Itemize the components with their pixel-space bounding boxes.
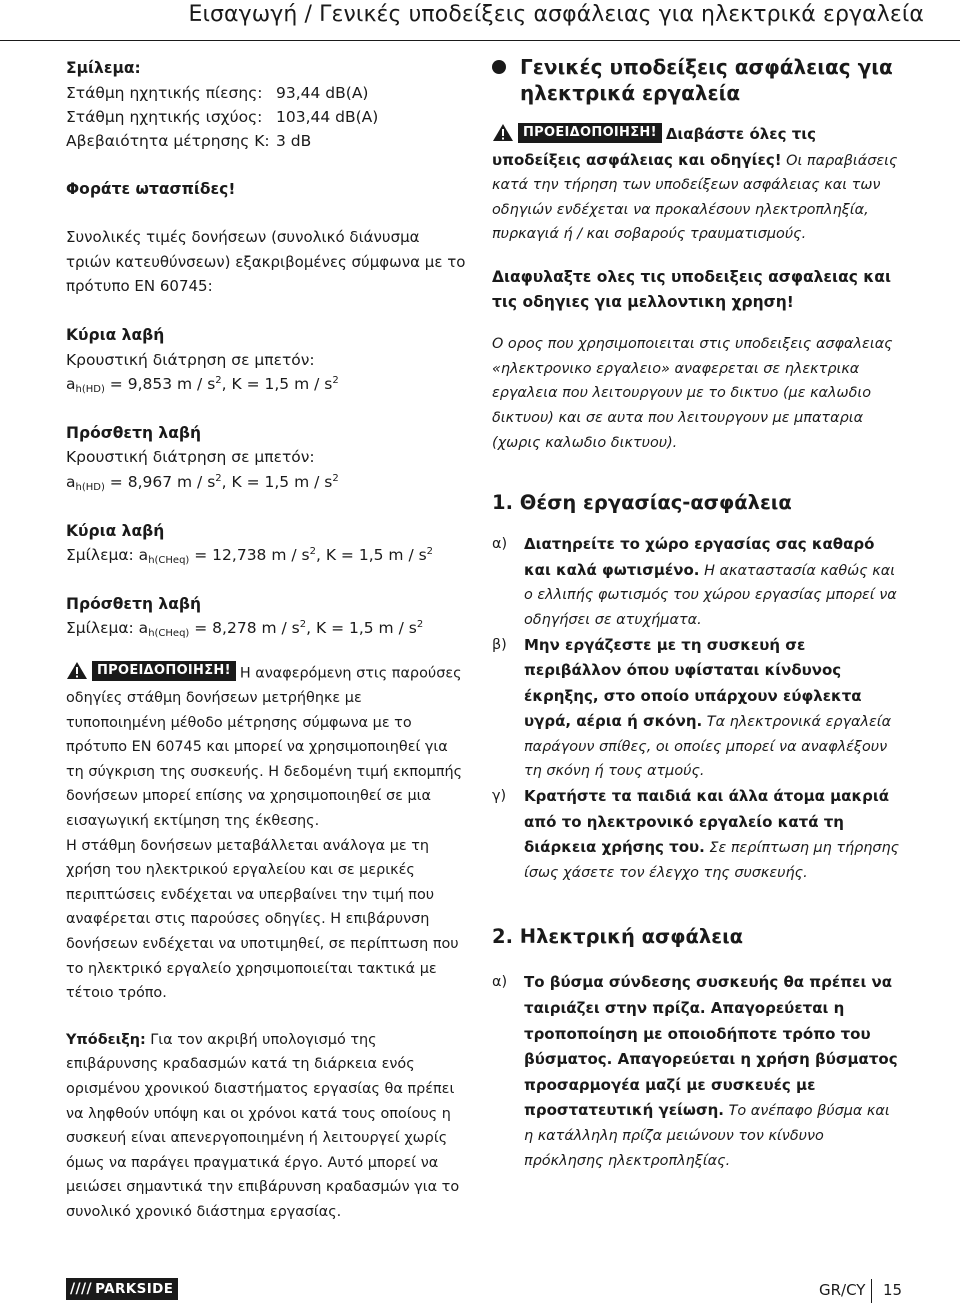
list-item: [492, 633, 902, 785]
warning-badge: [66, 661, 236, 681]
spec-label: Αβεβαιότητα μέτρησης K:: [66, 131, 270, 150]
warning-triangle-icon: [66, 661, 88, 680]
noise-specs: [66, 81, 466, 153]
note-paragraph: [66, 1028, 466, 1225]
warning-triangle-icon: [492, 123, 514, 142]
keep-instructions-notice: Διαφυλαξτε ολες τις υποδειξεις ασφαλειας και τις οδηγιες για μελλοντικη χρηση!: [492, 267, 891, 311]
header-divider: [0, 40, 960, 41]
warning-label: ΠΡΟΕΙΔΟΠΟΙΗΣΗ!: [92, 661, 236, 681]
region-code: GR/CY: [819, 1281, 866, 1299]
warning-label: ΠΡΟΕΙΔΟΠΟΙΗΣΗ!: [518, 123, 662, 143]
general-warning: [492, 122, 902, 247]
parkside-logo: [66, 1278, 178, 1300]
list-item: [492, 784, 902, 885]
spec-label: Στάθμη ηχητικής ισχύος:: [66, 107, 263, 126]
warning-bold-text: Διαβάστε όλες τις υποδείξεις ασφάλειας και οδηγίες!: [492, 125, 817, 169]
section-1-title: 1. Θέση εργασίας-ασφάλεια: [492, 491, 792, 515]
spec-value: 93,44 dB(A): [276, 83, 369, 102]
item-label: β): [492, 636, 507, 653]
warning-badge: [492, 123, 662, 143]
list-item: [492, 970, 902, 1173]
section-2-list: [492, 970, 902, 1173]
warning-text: Η αναφερόμενη στις παρούσες οδηγίες στάθμη δονήσεων μετρήθηκε με τυποποιημένη μέθοδο μέτρησης σύμφωνα με το πρότυπο EN 60745 και μπορεί να χρησιμοποιηθεί για τη σύγκριση της συσκευής. Η δεδομένη τιμή εκπομπής δονήσεων μπορεί επίσης να χρησιμοποιηθεί σε μια εισαγωγική εκτίμηση της έκθεσης.: [66, 665, 463, 829]
item-label: γ): [492, 788, 507, 805]
chisel-heading: Σμίλεμα:: [66, 59, 141, 77]
ear-protection-notice: Φοράτε ωτασπίδες!: [66, 179, 236, 198]
term-definition: Ο ορος που χρησιμοποιειται στις υποδειξεις ασφαλειας «ηλεκτρονικο εργαλειο» αναφερεται σε ηλεκτρικα εργαλεια που λειτουργουν με το δικτυο (με καλωδιο δικτυου) και σε αυτα που λειτουργουν με μπαταρια (χωρις καλωδιο δικτυου).: [492, 336, 893, 451]
section-1-list: [492, 532, 902, 885]
vibration-value-aux-chisel: Σμίλεμα: $a_{h(CHeq)} = 8,278$ m / $s^2$, K = 1,5 m / $s^2$: [66, 619, 424, 640]
item-text: Τα ηλεκτρονικά εργαλεία παράγουν σπίθες, οι οποίες μπορεί να αναφλέξουν τη σκόνη ή τους ατμούς.: [524, 714, 892, 780]
logo-slashes: ////: [70, 1281, 93, 1297]
left-column: [66, 56, 466, 1224]
item-bold: Κρατήστε τα παιδιά και άλλα άτομα μακριά από το ηλεκτρονικό εργαλείο κατά τη διάρκεια χρήσης του.: [524, 787, 890, 857]
bullet-icon: [492, 60, 506, 74]
item-label: α): [492, 536, 508, 553]
aux-handle-heading: Πρόσθετη λαβή: [66, 594, 201, 613]
item-text: Το ανέπαφο βύσμα και η κατάλληλη πρίζα μειώνουν τον κίνδυνο πρόκλησης ηλεκτροπληξίας.: [524, 1103, 890, 1169]
aux-handle-heading: Πρόσθετη λαβή: [66, 423, 201, 442]
page-number: 15: [883, 1281, 903, 1299]
drill-concrete-label: Κρουστική διάτρηση σε μπετόν:: [66, 350, 315, 369]
main-handle-heading: Κύρια λαβή: [66, 325, 165, 344]
spec-value: 3 dB: [276, 131, 312, 150]
spec-value: 103,44 dB(A): [276, 107, 379, 126]
item-label: α): [492, 974, 508, 991]
item-bold: Μην εργάζεστε με τη συσκευή σε περιβάλλον όπου υφίσταται κίνδυνος έκρηξης, στο οποίο υπάρχουν εύφλεκτα υγρά, αέρια ή σκόνη.: [524, 635, 862, 731]
vibration-intro: Συνολικές τιμές δονήσεων (συνολικό διάνυσμα τριών κατευθύνσεων) εξακριβομένες σύμφωνα με το πρότυπο EN 60745:: [66, 228, 466, 296]
logo-text: PARKSIDE: [95, 1281, 174, 1297]
note-text: Για τον ακριβή υπολογισμό της επιβάρυνσης κραδασμών κατά τη διάρκεια ενός ορισμένου χρονικού διαστήματος εργασίας θα πρέπει να ληφθούν υπόψη και οι χρόνοι κατά τους οποίους η συσκευή είναι απενεργοποιημένη ή λειτουργεί χωρίς όμως να παράγει πραγματικά έργο. Αυτό μπορεί να μειώσει σημαντικά την επιβάρυνση κραδασμών για το συνολικό χρονικό διάστημα εργασίας.: [66, 1031, 460, 1220]
list-item: [492, 532, 902, 632]
drill-concrete-label: Κρουστική διάτρηση σε μπετόν:: [66, 448, 315, 467]
section-2-title: 2. Ηλεκτρική ασφάλεια: [492, 925, 744, 949]
vibration-value-aux-drill: $a_{h(HD)} = 8,967$ m / $s^2$, K = 1,5 m / $s^2$: [66, 472, 339, 493]
right-column: [492, 54, 902, 1173]
vibration-warning: [66, 661, 466, 834]
vibration-value-main-chisel: Σμίλεμα: $a_{h(CHeq)} = 12,738$ m / $s^2$, K = 1,5 m / $s^2$: [66, 546, 434, 567]
section-heading-general-safety: [492, 54, 902, 106]
item-text: Σε περίπτωση μη τήρησης ίσως χάσετε τον έλεγχο της συσκευής.: [524, 840, 900, 881]
note-label: Υπόδειξη:: [66, 1031, 146, 1048]
vibration-value-main-drill: $a_{h(HD)} = 9,853$ m / $s^2$, K = 1,5 m / $s^2$: [66, 375, 339, 396]
warning-text: Οι παραβιάσεις κατά την τήρηση των υποδείξεων ασφάλειας και των οδηγιών ενδέχεται να προκαλέσουν ηλεκτροπληξία, πυρκαγιά ή / και σοβαρούς τραυματισμούς.: [492, 152, 898, 243]
warning-text-continued: Η στάθμη δονήσεων μεταβάλλεται ανάλογα με τη χρήση του ηλεκτρικού εργαλείου και σε μερικές περιπτώσεις ενδέχεται να υπερβαίνει την τιμή που αναφέρεται στις παρούσες οδηγίες. Η επιβάρυνση δονήσεων ενδέχεται να υποτιμηθεί, σε περίπτωση που το ηλεκτρικό εργαλείο χρησιμοποιείται τακτικά με τέτοιο τρόπο.: [66, 837, 459, 1002]
item-bold: Το βύσμα σύνδεσης συσκευής θα πρέπει να ταιριάζει στην πρίζα. Απαγορεύεται η τροποποίηση με οποιοδήποτε τρόπο του βύσματος. Απαγορεύεται η χρήση βύσματος προσαρμογέα μαζί με συσκευές με προστατευτική γείωση.: [524, 973, 898, 1120]
item-bold: Διατηρείτε το χώρο εργασίας σας καθαρό και καλά φωτισμένο.: [524, 535, 875, 579]
spec-label: Στάθμη ηχητικής πίεσης:: [66, 83, 263, 102]
item-text: Η ακαταστασία καθώς και ο ελλιπής φωτισμός του χώρου εργασίας μπορεί να οδηγήσει σε ατυχήματα.: [524, 562, 897, 628]
section-title: Γενικές υποδείξεις ασφάλειας για ηλεκτρικά εργαλεία: [520, 55, 893, 105]
main-handle-heading: Κύρια λαβή: [66, 521, 165, 540]
footer-divider: [871, 1279, 872, 1303]
page-header-title: Εισαγωγή / Γενικές υποδείξεις ασφάλειας για ηλεκτρικά εργαλεία: [188, 2, 924, 27]
